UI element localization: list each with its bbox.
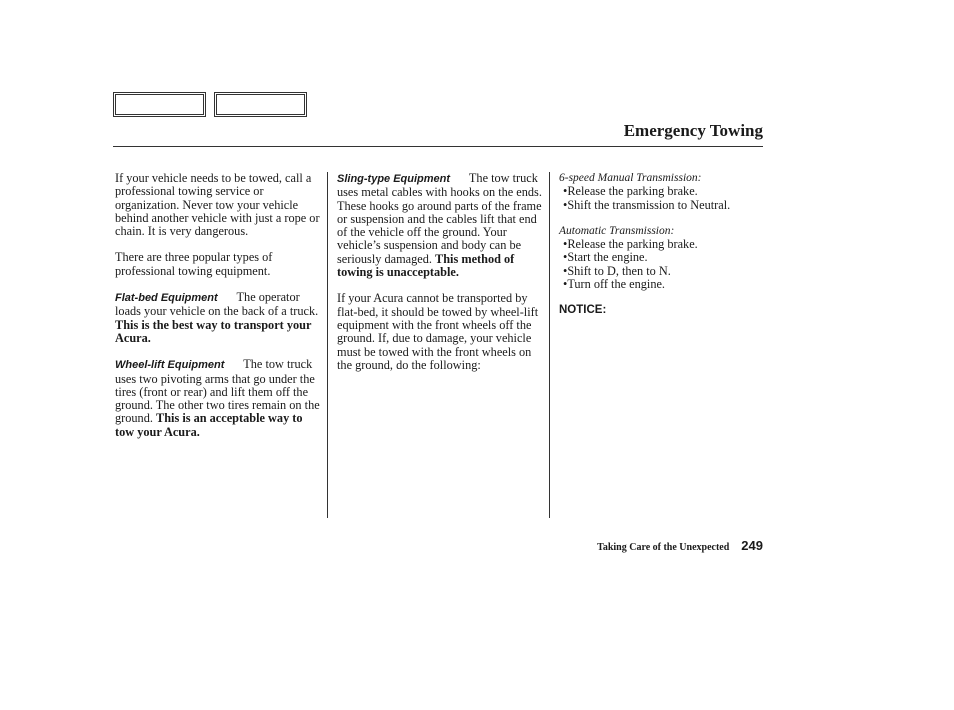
list-item: • Release the parking brake. bbox=[559, 185, 764, 198]
flatbed-bold: This is the best way to transport your Acura. bbox=[115, 317, 312, 345]
column-3 bbox=[559, 172, 764, 318]
wheellift-heading: Wheel-lift Equipment bbox=[115, 359, 225, 372]
flatbed-heading: Flat-bed Equipment bbox=[115, 292, 218, 305]
intro-paragraph: If your vehicle needs to be towed, call a professional towing service or organization. Never tow your vehicle behind another vehicle with just a rope or chain. It is very dangerous. bbox=[115, 171, 320, 239]
procedure-paragraph: If your Acura cannot be transported by flat-bed, it should be towed by wheel-lift equipment with the front wheels off the ground. If, due to damage, your vehicle must be towed with the front wheels on the ground, do the following: bbox=[337, 291, 539, 372]
column-divider-1 bbox=[327, 172, 328, 518]
list-item: • Shift the transmission to Neutral. bbox=[559, 199, 764, 212]
page-footer bbox=[597, 537, 763, 555]
nav-tab-1[interactable] bbox=[113, 92, 206, 117]
column-1 bbox=[115, 172, 321, 452]
nav-tab-2[interactable] bbox=[214, 92, 307, 117]
list-item: • Shift to D, then to N. bbox=[559, 265, 764, 278]
manual-steps-list bbox=[559, 185, 764, 212]
wheellift-text: The tow truck uses two pivoting arms that go under the tires (front or rear) and lift them off the ground. The other two tires remain on the ground. bbox=[115, 357, 320, 426]
list-item: • Start the engine. bbox=[559, 251, 764, 264]
page-title: Emergency Towing bbox=[623, 121, 763, 140]
title-rule bbox=[113, 146, 763, 147]
automatic-steps-list bbox=[559, 238, 764, 291]
column-divider-2 bbox=[549, 172, 550, 518]
notice-label: NOTICE: bbox=[559, 304, 607, 317]
section-name: Taking Care of the Unexpected bbox=[597, 542, 730, 553]
list-item: • Turn off the engine. bbox=[559, 278, 764, 291]
wheellift-paragraph bbox=[115, 358, 321, 439]
sling-paragraph bbox=[337, 172, 543, 279]
sling-heading: Sling-type Equipment bbox=[337, 173, 451, 185]
flatbed-paragraph bbox=[115, 291, 321, 345]
sling-bold: This method of towing is unacceptable. bbox=[337, 251, 515, 280]
wheellift-bold: This is an acceptable way to tow your Acura. bbox=[115, 411, 303, 439]
list-item: • Release the parking brake. bbox=[559, 238, 764, 251]
column-2 bbox=[337, 172, 543, 385]
flatbed-text: The operator loads your vehicle on the back of a truck. bbox=[115, 290, 319, 319]
sling-text: The tow truck uses metal cables with hooks on the ends. These hooks go around parts of the frame or suspension and the cables lift that end of the vehicle off the ground. Your vehicle’s suspension and body can be seriously damaged. bbox=[337, 171, 542, 266]
types-paragraph: There are three popular types of professional towing equipment. bbox=[115, 250, 273, 278]
page-number: 249 bbox=[741, 538, 763, 553]
automatic-heading: Automatic Transmission: bbox=[559, 224, 675, 237]
manual-heading: 6-speed Manual Transmission: bbox=[559, 172, 702, 184]
